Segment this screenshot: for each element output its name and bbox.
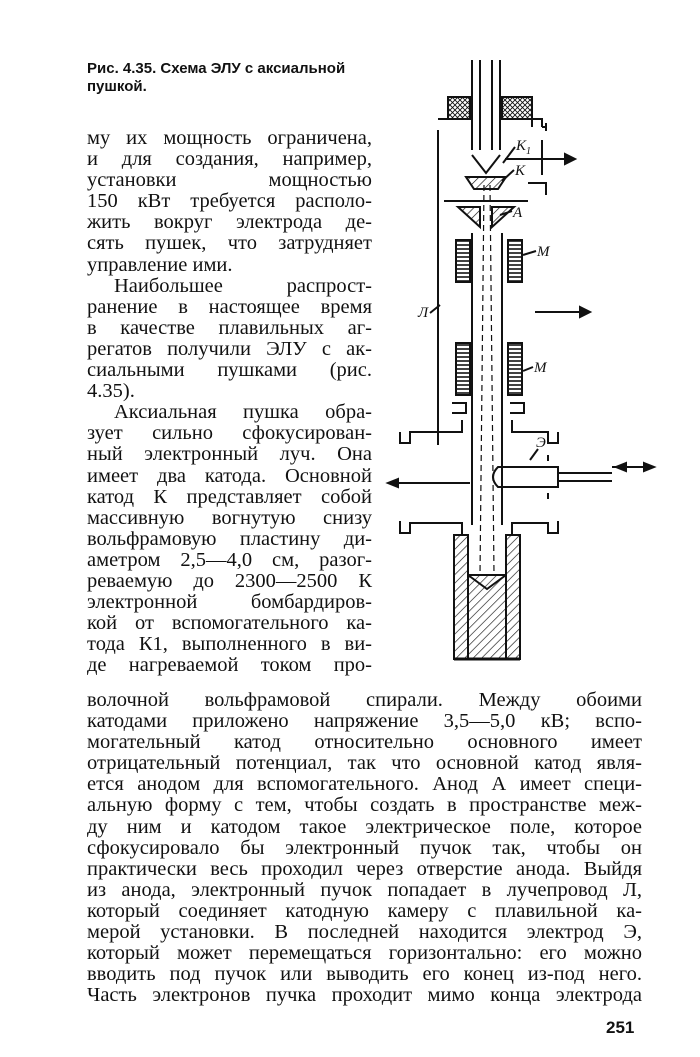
text-line: 150 кВт требуется располо- [87,190,372,213]
label-k1: $K_1$ [516,138,532,157]
text-line: Наибольшее распрост- [114,274,372,297]
text-line: Часть электронов пучка проходит мимо конца электрода [87,984,642,1007]
label-k: K [515,163,526,179]
text-line: установки мощностью [87,169,372,192]
text-line: могательный катод относительно основного имеет [87,731,642,754]
text-line: регатов получили ЭЛУ с ак- [87,337,372,360]
text-line: мерой установки. В последней находится электрод Э, [87,921,642,944]
text-line: в качестве плавильных аг- [87,316,372,339]
text-line: из анода, электронный пучок попадает в лучепровод Л, [87,878,642,901]
text-line: сиальными пушками (рис. [87,359,372,382]
label-m-bottom: M [534,360,547,376]
full-width-text [87,690,642,1006]
text-line: который может перемещаться горизонтально: его можно [87,942,642,965]
text-line: кой от вспомогательного ка- [87,612,372,635]
text-line: имеет два катода. Основной [87,464,372,487]
text-line: отрицательный потенциал, так что основной катод явля- [87,752,642,775]
label-e: Э [536,435,546,451]
text-line: электронной бомбардиров- [87,591,372,614]
text-line: вольфрамовую пластину ди- [87,527,372,550]
text-line: ду ним и катодом такое электрическое поле, которое [87,815,642,838]
text-line: сфокусировало бы электронный пучок так, чтобы он [87,836,642,859]
text-line: сять пушек, что затрудняет [87,232,372,255]
caption-line-1: Рис. 4.35. Схема ЭЛУ с аксиальной [87,60,346,77]
text-line: управление ими. [87,253,233,276]
text-line: альную форму с тем, чтобы создать в пространстве меж- [87,794,642,817]
text-line: катод К представляет собой [87,485,372,508]
text-line: 4.35). [87,380,135,403]
text-line: реваемую до 2300—2500 К [87,569,372,592]
text-line: катодами приложено напряжение 3,5—5,0 кВ; вспо- [87,710,642,733]
text-line: жить вокруг электрода де- [87,211,372,234]
text-line: вводить под пучок или выводить его конец из-под него. [87,963,642,986]
label-a: A [513,205,523,221]
figure-caption [87,60,377,96]
text-line: ный электронный луч. Она [87,443,372,466]
text-line: волочной вольфрамовой спирали. Между обоими [87,689,642,711]
text-line: практически весь проходил через отверстие анода. Выйдя [87,857,642,880]
narrow-text-column [87,128,372,676]
elu-axial-gun-diagram [380,55,680,675]
text-line: Аксиальная пушка обра- [114,401,372,424]
caption-line-2: пушкой. [87,78,147,95]
text-line: ется анодом для вспомогательного. Анод А имеет специ- [87,773,642,796]
diagram-svg [380,55,680,675]
text-line: зует сильно сфокусирован- [87,422,372,445]
text-line: и для создания, например, [87,148,372,171]
text-line: массивную вогнутую снизу [87,506,372,529]
text-line: ранение в настоящее время [87,295,372,318]
label-m-top: M [537,244,550,260]
label-l: Л [418,305,429,321]
text-line: му их мощность ограничена, [87,127,372,149]
text-line: тода К1, выполненного в ви- [87,633,372,656]
text-line: де нагреваемой током про- [87,654,372,677]
text-line: который соединяет катодную камеру с плавильной ка- [87,899,642,922]
text-line: аметром 2,5—4,0 см, разог- [87,548,372,571]
page-number: 251 [606,1018,635,1037]
